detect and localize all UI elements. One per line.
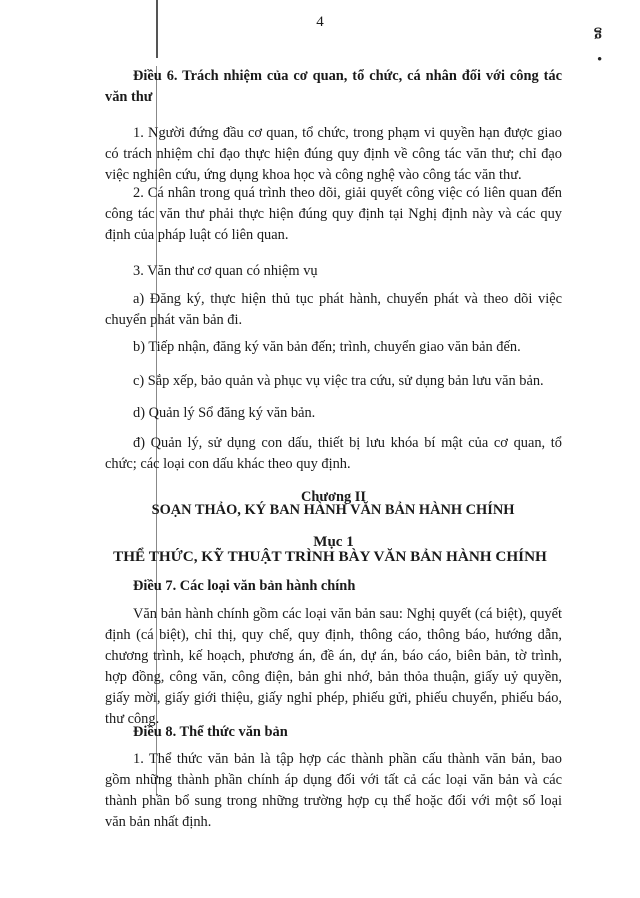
page-number: 4: [316, 14, 324, 30]
article-6-item-d: d) Quản lý Sổ đăng ký văn bản.: [133, 405, 316, 421]
article-6-item-b: b) Tiếp nhận, đăng ký văn bản đến; trình, chuyển giao văn bản đến.: [133, 339, 521, 355]
article-6-paragraph-2: 2. Cá nhân trong quá trình theo dõi, giải quyết công việc có liên quan đến công tác văn thư phải thực hiện đúng quy định tại Nghị định này và các quy định của pháp luật có liên quan.: [105, 185, 562, 243]
section-label: Mục 1: [313, 534, 354, 550]
article-6-paragraph-3: 3. Văn thư cơ quan có nhiệm vụ: [133, 263, 318, 279]
article-7-paragraph-1: Văn bản hành chính gồm các loại văn bản sau: Nghị quyết (cá biệt), quyết định (cá biệt), chỉ thị, quy chế, quy định, thông cáo, thông báo, hướng dẫn, chương trình, kế hoạch, phương án, đề án, dự án, báo cáo, biên bản, tờ trình, hợp đồng, công văn, công điện, bản ghi nhớ, bản thỏa thuận, giấy uỷ quyền, giấy mời, giấy giới thiệu, giấy nghỉ phép, phiếu gửi, phiếu chuyển, phiếu báo, thư công.: [105, 606, 562, 727]
article-7-title: Điều 7. Các loại văn bản hành chính: [133, 578, 356, 594]
article-8-title: Điều 8. Thể thức văn bản: [133, 724, 288, 740]
section-title: THỂ THỨC, KỸ THUẬT TRÌNH BÀY VĂN BẢN HÀNH CHÍNH: [113, 548, 547, 565]
article-8-paragraph-1: 1. Thể thức văn bản là tập hợp các thành phần cấu thành văn bản, bao gồm những thành phần chính áp dụng đối với tất cả các loại văn bản và các thành phần bổ sung trong những trường hợp cụ thể hoặc đối với một số loại văn bản nhất định.: [105, 751, 562, 830]
article-6-item-c: c) Sắp xếp, bảo quản và phục vụ việc tra cứu, sử dụng bản lưu văn bản.: [133, 373, 544, 389]
margin-swirl-mark: ᵷ: [594, 22, 602, 39]
article-6-paragraph-1: 1. Người đứng đầu cơ quan, tổ chức, trong phạm vi quyền hạn được giao có trách nhiệm chỉ đạo thực hiện đúng quy định về công tác văn thư; chỉ đạo việc nghiên cứu, ứng dụng khoa học và công nghệ vào công tác văn thư.: [105, 125, 562, 183]
article-6-title: Điều 6. Trách nhiệm của cơ quan, tổ chức, cá nhân đối với công tác văn thư: [105, 68, 562, 105]
chapter-label: Chương II: [301, 489, 366, 505]
article-6-item-dd: đ) Quản lý, sử dụng con dấu, thiết bị lưu khóa bí mật của cơ quan, tổ chức; các loại con dấu khác theo quy định.: [105, 435, 562, 472]
chapter-title: SOẠN THẢO, KÝ BAN HÀNH VĂN BẢN HÀNH CHÍNH: [151, 502, 515, 518]
margin-dot-mark: •: [597, 52, 603, 68]
article-6-item-a: a) Đăng ký, thực hiện thủ tục phát hành, chuyển phát và theo dõi việc chuyển phát văn bản đi.: [105, 291, 562, 328]
